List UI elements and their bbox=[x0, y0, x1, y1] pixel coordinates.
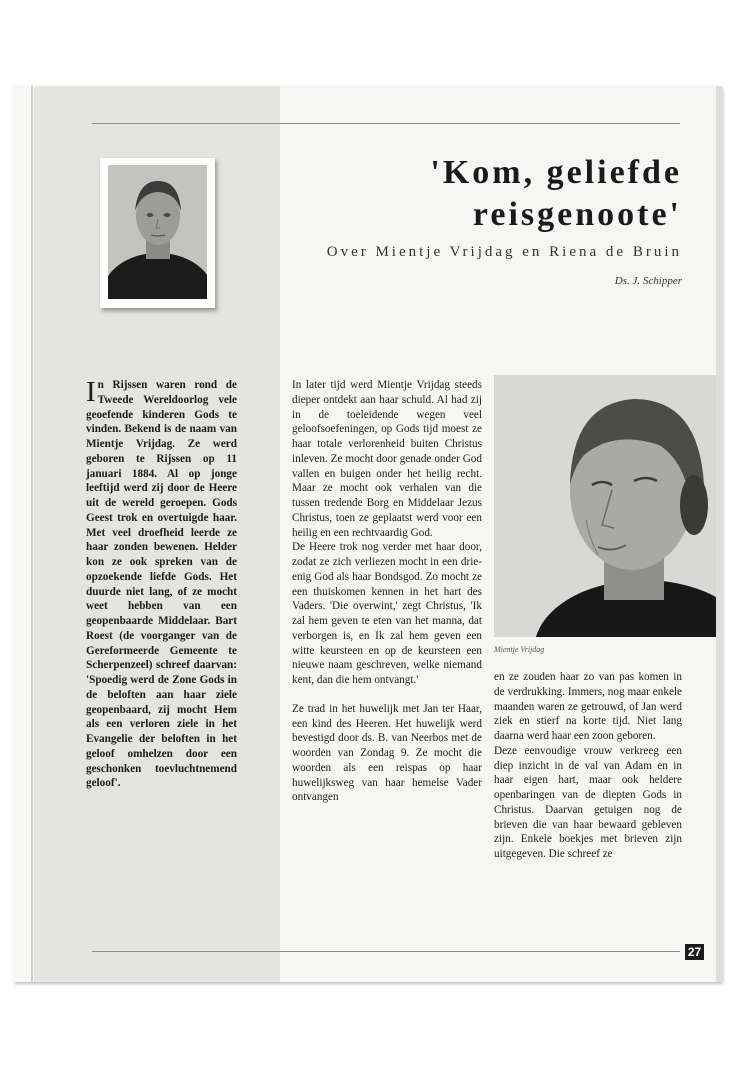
bottom-rule bbox=[92, 951, 680, 952]
page-number: 27 bbox=[685, 944, 704, 960]
article-title bbox=[262, 152, 682, 236]
right-column bbox=[494, 670, 682, 862]
title-line-2: reisgenoote' bbox=[472, 196, 682, 233]
middle-column bbox=[292, 378, 482, 805]
top-rule bbox=[92, 123, 680, 124]
photo-caption: Mientje Vrijdag bbox=[494, 645, 545, 654]
middle-paragraph-2: De Heere trok nog verder met haar door, zodat ze zich verliezen mocht in een drie-enig God als haar Bondsgod. Zo mocht ze een thuiskomen kennen in het hart des Vaders. 'Die overwint,' zegt Christus, 'Ik zal hem geven te eten van het manna, dat verborgen is, en Ik zal hem geven een witte keursteen en op de keursteen een nieuwe naam geschreven, welke niemand kent, dan die hem ontvangt.' bbox=[292, 541, 482, 686]
intro-paragraph bbox=[86, 378, 237, 791]
right-paragraph-1: en ze zouden haar zo van pas komen in de verdrukking. Immers, nog maar enkele maanden waren ze getrouwd, of Jan werd ziek en stierf na korte tijd. Niet lang daarna werd haar een zoon geboren. bbox=[494, 671, 682, 742]
middle-paragraph-3: Ze trad in het huwelijk met Jan ter Haar, een kind des Heeren. Het huwelijk werd bevestigd door ds. B. van Neerbos met de woorden van Zondag 9. Ze mocht die woorden als een reispas op haar huwelijksweg van haar hemelse Vader ontvangen bbox=[292, 702, 482, 804]
intro-text: n Rijssen waren rond de Tweede Wereldoorlog vele geoefende kinderen Gods te vinden. Bekend is de naam van Mientje Vrijdag. Ze werd geboren te Rijssen op 11 januari 1884. Al op jonge leeftijd werd zij door de Heere uit de wereld geroepen. Gods Geest trok en overtuigde haar. Met veel droefheid leerde ze haar zonden bewenen. Helder kon ze ook spreken van de opzoekende liefde Gods. Het duurde niet lang, of ze mocht weet hebben van een geopenbaarde Middelaar. Bart Roest (de voorganger van de Gereformeerde Gemeente te Scherpenzeel) schreef daarvan: 'Spoedig werd de Zone Gods in de beloften aan haar ziele geopenbaard, zij mocht Hem als een verloren ziele in het Evangelie der beloften in het geloof omhelzen door een geschonken toevluchtnemend geloof'. bbox=[86, 379, 237, 790]
portrait-photo-small bbox=[100, 158, 215, 308]
portrait-woman-image bbox=[108, 165, 207, 299]
page-spine bbox=[31, 86, 33, 982]
portrait-elderly-woman-image bbox=[494, 375, 716, 637]
page-right-edge bbox=[716, 86, 722, 982]
portrait-photo-large bbox=[494, 375, 716, 637]
title-line-1: 'Kom, geliefde bbox=[430, 154, 682, 191]
right-paragraph-2: Deze eenvoudige vrouw verkreeg een diep inzicht in de val van Adam en in haar eigen hart, maar ook heldere openbaringen van de diepten Gods in Christus. Daarvan getuigen nog de brieven die van haar bewaard gebleven zijn. Enkele boekjes met brieven zijn uitgegeven. Die schreef ze bbox=[494, 744, 682, 860]
article-author: Ds. J. Schipper bbox=[614, 275, 682, 287]
middle-paragraph-1: In later tijd werd Mientje Vrijdag steeds dieper ontdekt aan haar schuld. Al had zij in de toeleidende wegen veel geloofsoefeningen, op Gods tijd moest ze haar totale verlorenheid buiten Christus inleven. Ze mocht door genade onder God vallen en buigen onder het heilig recht. Maar ze mocht ook verhalen van die tussen tredende Borg en Middelaar Jezus Christus, toen ze geplaatst werd voor een heilig en een rechtvaardig God. bbox=[292, 379, 482, 539]
drop-cap: I bbox=[86, 376, 96, 408]
article-subtitle: Over Mientje Vrijdag en Riena de Bruin bbox=[326, 244, 682, 260]
intro-column bbox=[86, 378, 237, 791]
